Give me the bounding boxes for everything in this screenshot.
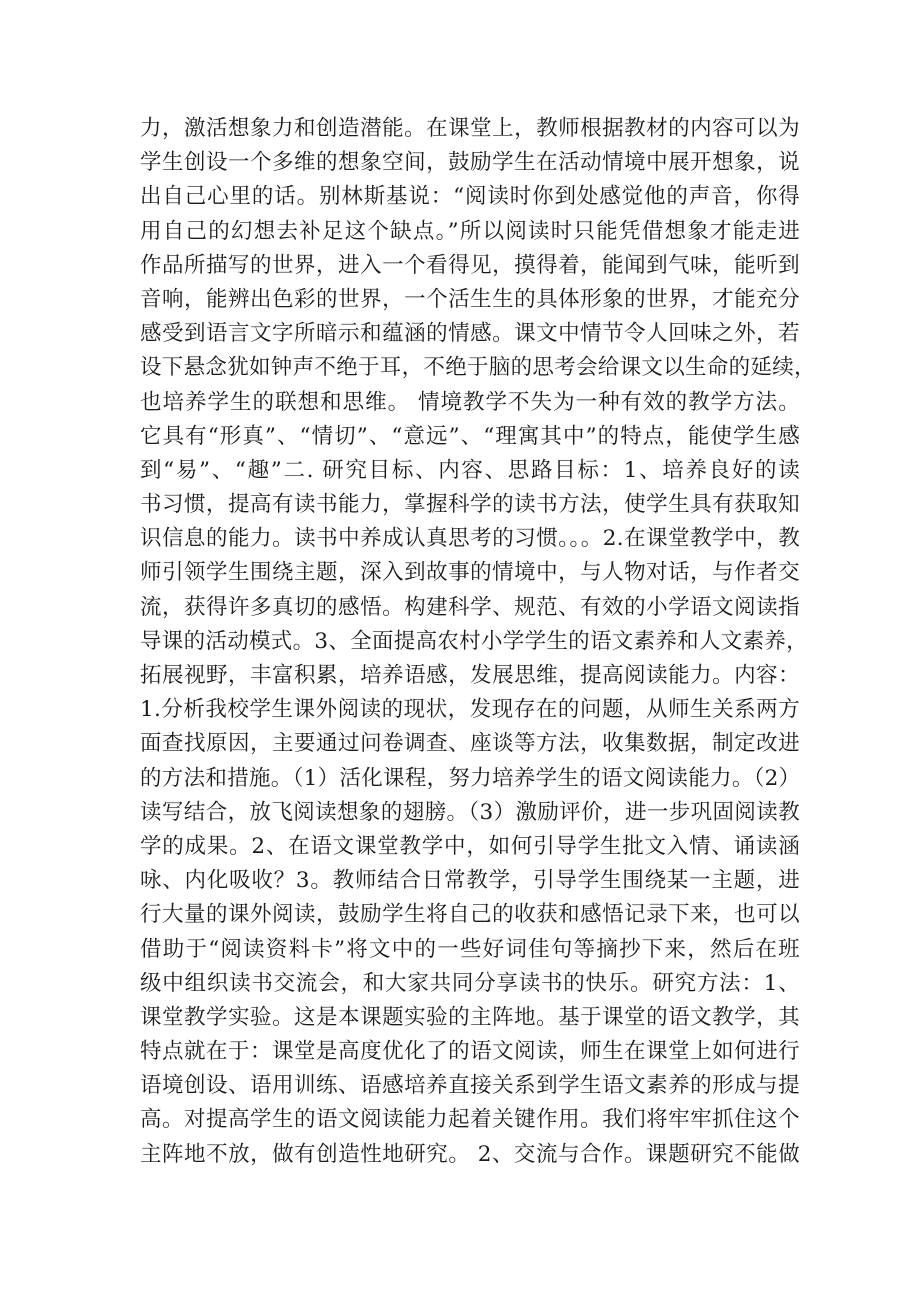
text-line: 导课的活动模式。3、全面提高农村小学学生的语文素养和人文素养， [140, 628, 808, 654]
text-line: 借助于“阅读资料卡”将文中的一些好词佳句等摘抄下来，然后在班 [140, 936, 800, 962]
text-line: 级中组织读书交流会，和大家共同分享读书的快乐。研究方法：1、 [140, 970, 800, 996]
text-line: 识信息的能力。读书中养成认真思考的习惯。。。2.在课堂教学中，教 [140, 526, 800, 552]
text-line: 学的成果。2、在语文课堂教学中，如何引导学生批文入情、诵读涵 [140, 833, 800, 859]
text-line: 的方法和措施。（1）活化课程，努力培养学生的语文阅读能力。（2） [140, 765, 801, 791]
text-line: 语境创设、语用训练、语感培养直接关系到学生语文素养的形成与提 [140, 1073, 800, 1099]
text-line: 也培养学生的联想和思维。 情境教学不失为一种有效的教学方法。 [140, 389, 800, 415]
text-line: 面查找原因，主要通过问卷调查、座谈等方法，收集数据，制定改进 [140, 731, 800, 757]
text-line: 书习惯，提高有读书能力，掌握科学的读书方法，使学生具有获取知 [140, 492, 800, 518]
text-line: 作品所描写的世界，进入一个看得见，摸得着，能闻到气味，能听到 [140, 252, 800, 278]
text-line: 出自己心里的话。别林斯基说：“阅读时你到处感觉他的声音，你得 [140, 184, 800, 210]
text-line: 力，激活想象力和创造潜能。在课堂上，教师根据教材的内容可以为 [140, 116, 800, 141]
text-line: 学生创设一个多维的想象空间，鼓励学生在活动情境中展开想象，说 [140, 150, 800, 176]
text-line: 流，获得许多真切的感悟。构建科学、规范、有效的小学语文阅读指 [140, 594, 800, 620]
text-line: 感受到语言文字所暗示和蕴涵的情感。课文中情节令人回味之外，若 [140, 321, 800, 347]
text-line: 到“易”、“趣”二. 研究目标、内容、思路目标：1、培养良好的读 [140, 457, 800, 483]
text-line: 主阵地不放，做有创造性地研究。 2、交流与合作。课题研究不能做 [140, 1141, 800, 1167]
text-line: 咏、内化吸收？3。教师结合日常教学，引导学生围绕某一主题，进 [140, 868, 800, 894]
text-line: 1.分析我校学生课外阅读的现状，发现存在的问题，从师生关系两方 [140, 697, 800, 723]
text-line: 师引领学生围绕主题，深入到故事的情境中，与人物对话，与作者交 [140, 560, 800, 586]
text-line: 设下悬念犹如钟声不绝于耳，不绝于脑的思考会给课文以生命的延续， [140, 355, 816, 381]
text-line: 音响，能辨出色彩的世界，一个活生生的具体形象的世界，才能充分 [140, 286, 800, 312]
text-line: 高。对提高学生的语文阅读能力起着关键作用。我们将牢牢抓住这个 [140, 1107, 800, 1133]
text-line: 特点就在于：课堂是高度优化了的语文阅读，师生在课堂上如何进行 [140, 1039, 800, 1065]
text-line: 拓展视野，丰富积累，培养语感，发展思维，提高阅读能力。内容： [140, 663, 800, 688]
text-line: 行大量的课外阅读，鼓励学生将自己的收获和感悟记录下来，也可以 [140, 902, 800, 928]
body-text [140, 112, 816, 1172]
text-line: 它具有“形真”、“情切”、“意远”、“理寓其中”的特点，能使学生感 [140, 423, 800, 449]
text-line: 用自己的幻想去补足这个缺点。”所以阅读时只能凭借想象才能走进 [140, 218, 800, 244]
text-line: 读写结合，放飞阅读想象的翅膀。（3）激励评价，进一步巩固阅读教 [140, 799, 800, 825]
text-line: 课堂教学实验。这是本课题实验的主阵地。基于课堂的语文教学，其 [140, 1004, 800, 1030]
